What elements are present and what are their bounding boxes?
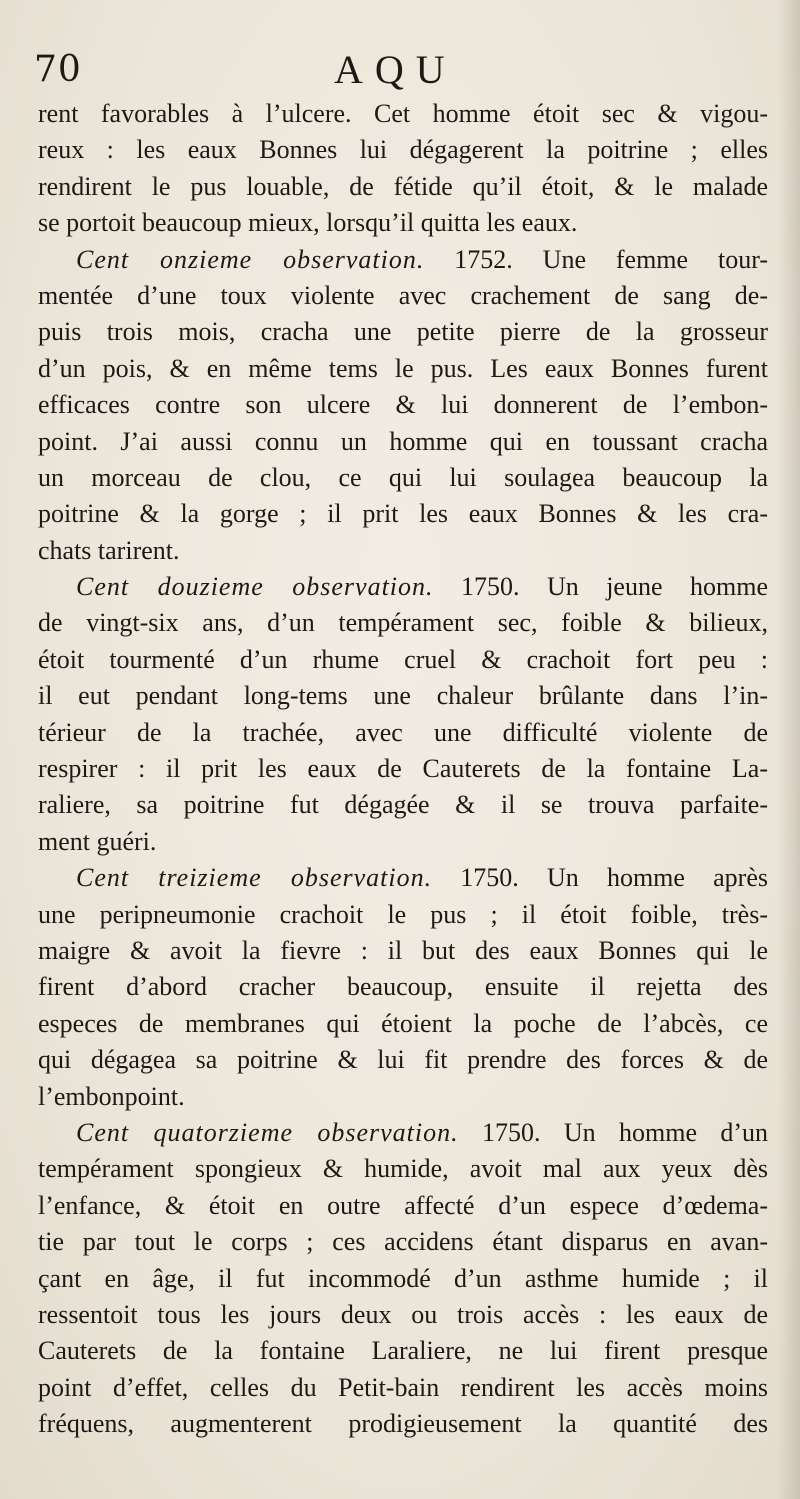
- text-line: [38, 824, 768, 860]
- text-line: [38, 533, 768, 569]
- line-text: étoit tourmenté d’un rhume cruel & crachoit fort peu :: [38, 644, 768, 674]
- line-text: çant en âge, il fut incommodé d’un asthme humide ; il: [38, 1263, 768, 1293]
- line-text: puis trois mois, cracha une petite pierre de la grosseur: [38, 317, 768, 347]
- line-text: rendirent le pus louable, de fétide qu’il étoit, & le malade: [38, 171, 768, 201]
- observation-heading: Cent quatorzieme observation.: [76, 1117, 459, 1147]
- text-line: [38, 1006, 768, 1042]
- line-text: une peripneumonie crachoit le pus ; il étoit foible, très-: [38, 899, 768, 929]
- text-line: [38, 424, 768, 460]
- observation-heading: Cent onzieme observation.: [76, 244, 425, 274]
- text-line: [38, 351, 768, 387]
- line-text: qui dégagea sa poitrine & lui fit prendre des forces & de: [38, 1045, 768, 1075]
- line-text: efficaces contre son ulcere & lui donnerent de l’embon-: [38, 390, 768, 420]
- running-head: AQU: [334, 47, 457, 92]
- text-line: [38, 1224, 768, 1260]
- line-text: tie par tout le corps ; ces accidens étant disparus en avan-: [38, 1227, 768, 1257]
- page-number: 70: [34, 49, 82, 90]
- line-text: point d’effet, celles du Petit-bain rendirent les accès moins: [38, 1372, 768, 1402]
- text-line: [38, 1370, 768, 1406]
- text-line: [38, 969, 768, 1005]
- text-line: [38, 1333, 768, 1369]
- line-text: un morceau de clou, ce qui lui soulagea beaucoup la: [38, 462, 768, 492]
- line-text: d’un pois, & en même tems le pus. Les eaux Bonnes furent: [38, 353, 768, 383]
- line-text: point. J’ai aussi connu un homme qui en toussant cracha: [38, 426, 768, 456]
- line-text: especes de membranes qui étoient la poche de l’abcès, ce: [38, 1008, 768, 1038]
- text-line: [38, 242, 768, 278]
- text-line: [38, 933, 768, 969]
- text-line: [38, 1406, 768, 1442]
- line-text: il eut pendant long-tems une chaleur brûlante dans l’in-: [38, 681, 768, 711]
- line-text: 1750. Un jeune homme: [433, 572, 768, 602]
- line-text: raliere, sa poitrine fut dégagée & il se trouva parfaite-: [38, 790, 768, 820]
- text-line: [38, 605, 768, 641]
- text-line: [38, 751, 768, 787]
- text-line: [38, 787, 768, 823]
- line-text: se portoit beaucoup mieux, lorsqu’il quitta les eaux.: [38, 208, 578, 238]
- text-line: [38, 132, 768, 168]
- text-line: [38, 1042, 768, 1078]
- text-line: [38, 314, 768, 350]
- text-line: [38, 460, 768, 496]
- text-line: [38, 387, 768, 423]
- line-text: l’embonpoint.: [38, 1081, 185, 1111]
- line-text: Cauterets de la fontaine Laraliere, ne lui firent presque: [38, 1336, 768, 1366]
- text-line: [38, 1115, 768, 1151]
- observation-heading: Cent douzieme observation.: [76, 572, 434, 602]
- text-line: [38, 1261, 768, 1297]
- line-text: 1752. Une femme tour-: [424, 244, 768, 274]
- line-text: ressentoit tous les jours deux ou trois accès : les eaux de: [38, 1299, 768, 1329]
- page-edge-shadow: [778, 0, 800, 1499]
- text-line: [38, 1079, 768, 1115]
- body-text: [38, 96, 768, 1442]
- text-line: [38, 205, 768, 241]
- line-text: firent d’abord cracher beaucoup, ensuite il rejetta des: [38, 972, 768, 1002]
- line-text: tempérament spongieux & humide, avoit mal aux yeux dès: [38, 1154, 768, 1184]
- text-line: [38, 642, 768, 678]
- line-text: rent favorables à l’ulcere. Cet homme étoit sec & vigou-: [38, 99, 768, 128]
- line-text: respirer : il prit les eaux de Cauterets de la fontaine La-: [38, 754, 768, 784]
- line-text: fréquens, augmenterent prodigieusement la quantité des: [38, 1409, 768, 1439]
- line-text: ment guéri.: [38, 826, 157, 856]
- text-line: [38, 1188, 768, 1224]
- observation-heading: Cent treizieme observation.: [76, 863, 433, 893]
- line-text: poitrine & la gorge ; il prit les eaux Bonnes & les cra-: [38, 499, 768, 529]
- line-text: 1750. Un homme d’un: [458, 1117, 768, 1147]
- line-text: de vingt-six ans, d’un tempérament sec, foible & bilieux,: [38, 608, 768, 638]
- text-line: [38, 678, 768, 714]
- line-text: 1750. Un homme après: [432, 863, 768, 893]
- page-header: [34, 44, 774, 104]
- text-line: [38, 496, 768, 532]
- line-text: térieur de la trachée, avec une difficulté violente de: [38, 717, 768, 747]
- text-line: [38, 96, 768, 132]
- text-line: [38, 169, 768, 205]
- text-line: [38, 569, 768, 605]
- line-text: l’enfance, & étoit en outre affecté d’un espece d’œdema-: [38, 1190, 768, 1220]
- text-line: [38, 715, 768, 751]
- text-line: [38, 860, 768, 896]
- line-text: mentée d’une toux violente avec crachement de sang de-: [38, 280, 768, 310]
- text-line: [38, 1297, 768, 1333]
- line-text: reux : les eaux Bonnes lui dégagerent la poitrine ; elles: [38, 135, 768, 165]
- text-line: [38, 278, 768, 314]
- text-line: [38, 897, 768, 933]
- text-line: [38, 1151, 768, 1187]
- line-text: maigre & avoit la fievre : il but des eaux Bonnes qui le: [38, 935, 768, 965]
- line-text: chats tarirent.: [38, 535, 180, 565]
